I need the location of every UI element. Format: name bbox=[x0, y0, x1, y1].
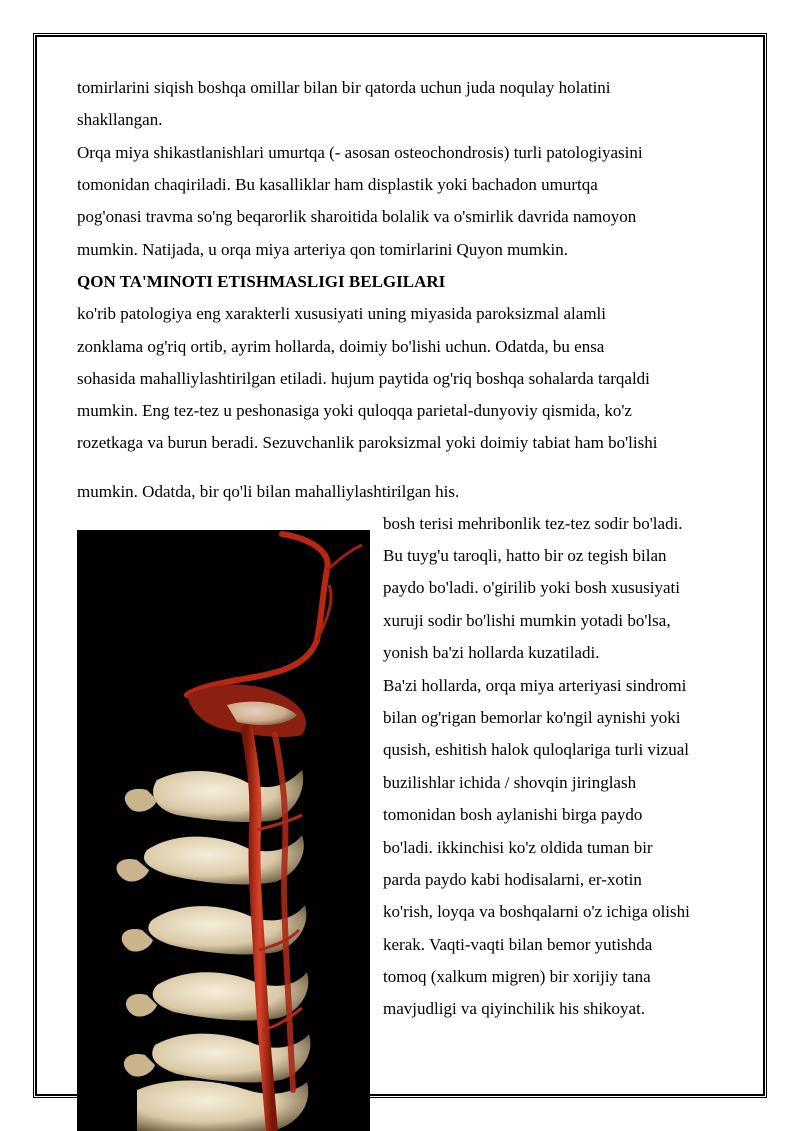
paragraph1-line-1: tomirlarini siqish boshqa omillar bilan bir qatorda uchun juda noqulay holatini bbox=[77, 78, 611, 97]
paragraph3-line-1: ko'rib patologiya eng xarakterli xususiyati uning miyasida paroksizmal alamli bbox=[77, 304, 606, 323]
side-text-line-14: kerak. Vaqti-vaqti bilan bemor yutishda bbox=[383, 935, 653, 954]
side-text-line-7: bilan og'rigan bemorlar ko'ngil aynishi yoki bbox=[383, 708, 681, 727]
paragraph2-line-1: Orqa miya shikastlanishlari umurtqa (- asosan osteochondrosis) turli patologiyasini bbox=[77, 143, 643, 162]
paragraph3-line-4: mumkin. Eng tez-tez u peshonasiga yoki quloqqa parietal-dunyoviy qismida, ko'z bbox=[77, 401, 632, 420]
paragraph2-line-4: mumkin. Natijada, u orqa miya arteriya qon tomirlarini Quyon mumkin. bbox=[77, 240, 569, 259]
side-text-line-12: parda paydo kabi hodisalarni, er-xotin bbox=[383, 870, 642, 889]
spine-vertebral-artery-icon bbox=[77, 530, 370, 1131]
side-text-line-5: yonish ba'zi hollarda kuzatiladi. bbox=[383, 643, 600, 662]
paragraph3-line-5: rozetkaga va burun beradi. Sezuvchanlik paroksizmal yoki doimiy tabiat ham bo'lishi bbox=[77, 433, 658, 452]
side-text-line-3: paydo bo'ladi. o'girilib yoki bosh xususiyati bbox=[383, 578, 681, 597]
side-text-line-6: Ba'zi hollarda, orqa miya arteriyasi sindromi bbox=[383, 676, 687, 695]
side-text-line-13: ko'rish, loyqa va boshqalarni o'z ichiga olishi bbox=[383, 902, 690, 921]
paragraph3-line-3: sohasida mahalliylashtirilgan etiladi. hujum paytida og'riq boshqa sohalarda tarqaldi bbox=[77, 369, 650, 388]
spine-angiography-image bbox=[77, 530, 370, 1131]
paragraph3-line-2: zonklama og'riq ortib, ayrim hollarda, doimiy bo'lishi uchun. Odatda, bu ensa bbox=[77, 337, 605, 356]
paragraph3-line-6: mumkin. Odatda, bir qo'li bilan mahalliylashtirilgan his. bbox=[77, 482, 460, 501]
paragraph1-line-2: shakllangan. bbox=[77, 110, 163, 129]
side-text-line-11: bo'ladi. ikkinchisi ko'z oldida tuman bir bbox=[383, 838, 653, 857]
paragraph2-line-3: pog'onasi travma so'ng beqarorlik sharoitida bolalik va o'smirlik davrida namoyon bbox=[77, 207, 637, 226]
side-text-line-10: tomonidan bosh aylanishi birga paydo bbox=[383, 805, 643, 824]
paragraph2-line-2: tomonidan chaqiriladi. Bu kasalliklar ham displastik yoki bachadon umurtqa bbox=[77, 175, 598, 194]
side-text-line-15: tomoq (xalkum migren) bir xorijiy tana bbox=[383, 967, 651, 986]
side-text-line-2: Bu tuyg'u taroqli, hatto bir oz tegish bilan bbox=[383, 546, 667, 565]
side-text-line-8: qusish, eshitish halok quloqlariga turli vizual bbox=[383, 740, 689, 759]
section-heading: QON TA'MINOTI ETISHMASLIGI BELGILARI bbox=[77, 272, 446, 291]
side-text-line-9: buzilishlar ichida / shovqin jiringlash bbox=[383, 773, 637, 792]
side-text-line-1: bosh terisi mehribonlik tez-tez sodir bo'ladi. bbox=[383, 514, 683, 533]
side-text-line-16: mavjudligi va qiyinchilik his shikoyat. bbox=[383, 999, 646, 1018]
side-text-line-4: xuruji sodir bo'lishi mumkin yotadi bo'lsa, bbox=[383, 611, 671, 630]
